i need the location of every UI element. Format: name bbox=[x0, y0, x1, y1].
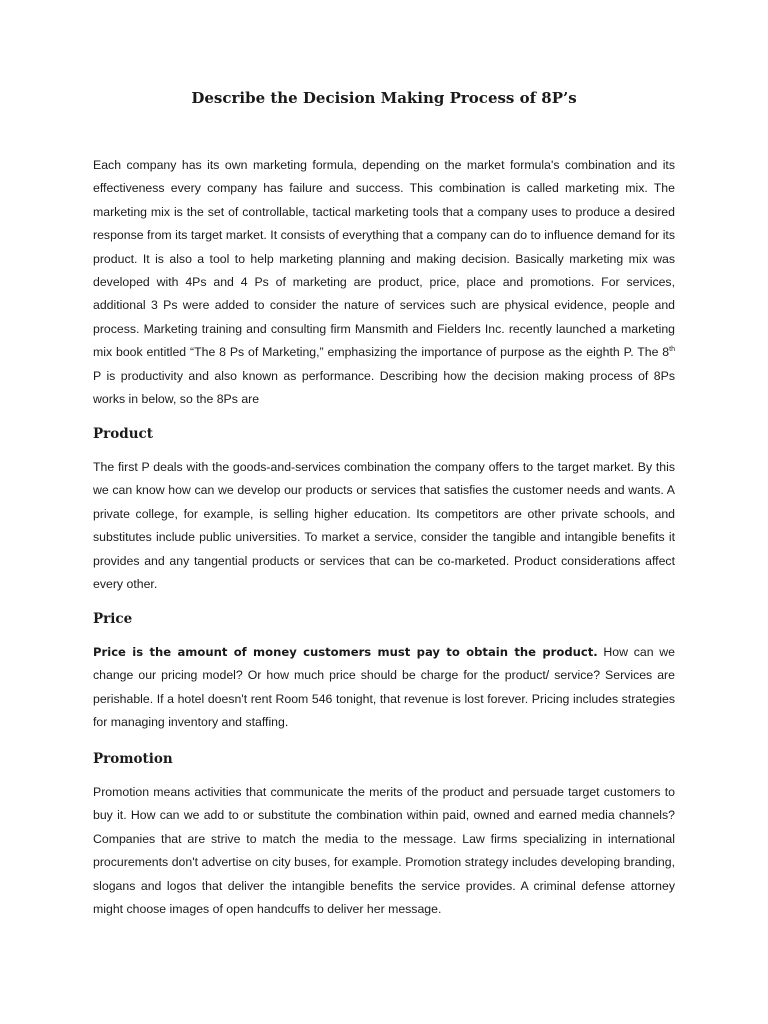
price-lead-sentence: Price is the amount of money customers must pay to obtain the product. bbox=[93, 645, 598, 659]
intro-text-part2: P is productivity and also known as performance. Describing how the decision making process of 8Ps works in below, so the 8Ps are bbox=[93, 368, 675, 407]
intro-superscript: th bbox=[669, 346, 675, 354]
price-heading: Price bbox=[93, 611, 133, 627]
price-paragraph bbox=[93, 641, 675, 735]
promotion-heading: Promotion bbox=[93, 751, 173, 767]
intro-paragraph bbox=[93, 154, 675, 411]
product-paragraph: The first P deals with the goods-and-services combination the company offers to the target market. By this we can know how can we develop our products or services that satisfies the customer needs and wants. A private college, for example, is selling higher education. Its competitors are other private schools, and substitutes include public universities. To market a service, consider the tangible and intangible benefits it provides and any tangential products or services that can be co-marketed. Product considerations affect every other. bbox=[93, 460, 675, 592]
promotion-paragraph: Promotion means activities that communicate the merits of the product and persuade target customers to buy it. How can we add to or substitute the combination within paid, owned and earned media channels? Companies that are strive to match the media to the message. Law firms specializing in international procurements don't advertise on city buses, for example. Promotion strategy includes developing branding, slogans and logos that deliver the intangible benefits the service provides. A criminal defense attorney might choose images of open handcuffs to deliver her message. bbox=[93, 785, 675, 917]
intro-text-part1: Each company has its own marketing formula, depending on the market formula's combination and its effectiveness every company has failure and success. This combination is called marketing mix. The marketing mix is the set of controllable, tactical marketing tools that a company uses to produce a desired response from its target market. It consists of everything that a company can do to influence demand for its product. It is also a tool to help marketing planning and making decision. Basically marketing mix was developed with 4Ps and 4 Ps of marketing are product, price, place and promotions. For services, additional 3 Ps were added to consider the nature of services such are physical evidence, people and process. Marketing training and consulting firm Mansmith and Fielders Inc. recently launched a marketing mix book entitled “The 8 Ps of Marketing,” emphasizing the importance of purpose as the eighth P. The 8 bbox=[93, 158, 675, 360]
document-title: Describe the Decision Making Process of 8P’s bbox=[191, 89, 577, 107]
price-body-text: How can we change our pricing model? Or how much price should be charge for the product/ service? Services are perishable. If a hotel doesn't rent Room 546 tonight, that revenue is lost forever. Pricing includes strategies for managing inventory and staffing. bbox=[93, 645, 675, 730]
product-heading: Product bbox=[93, 426, 153, 442]
